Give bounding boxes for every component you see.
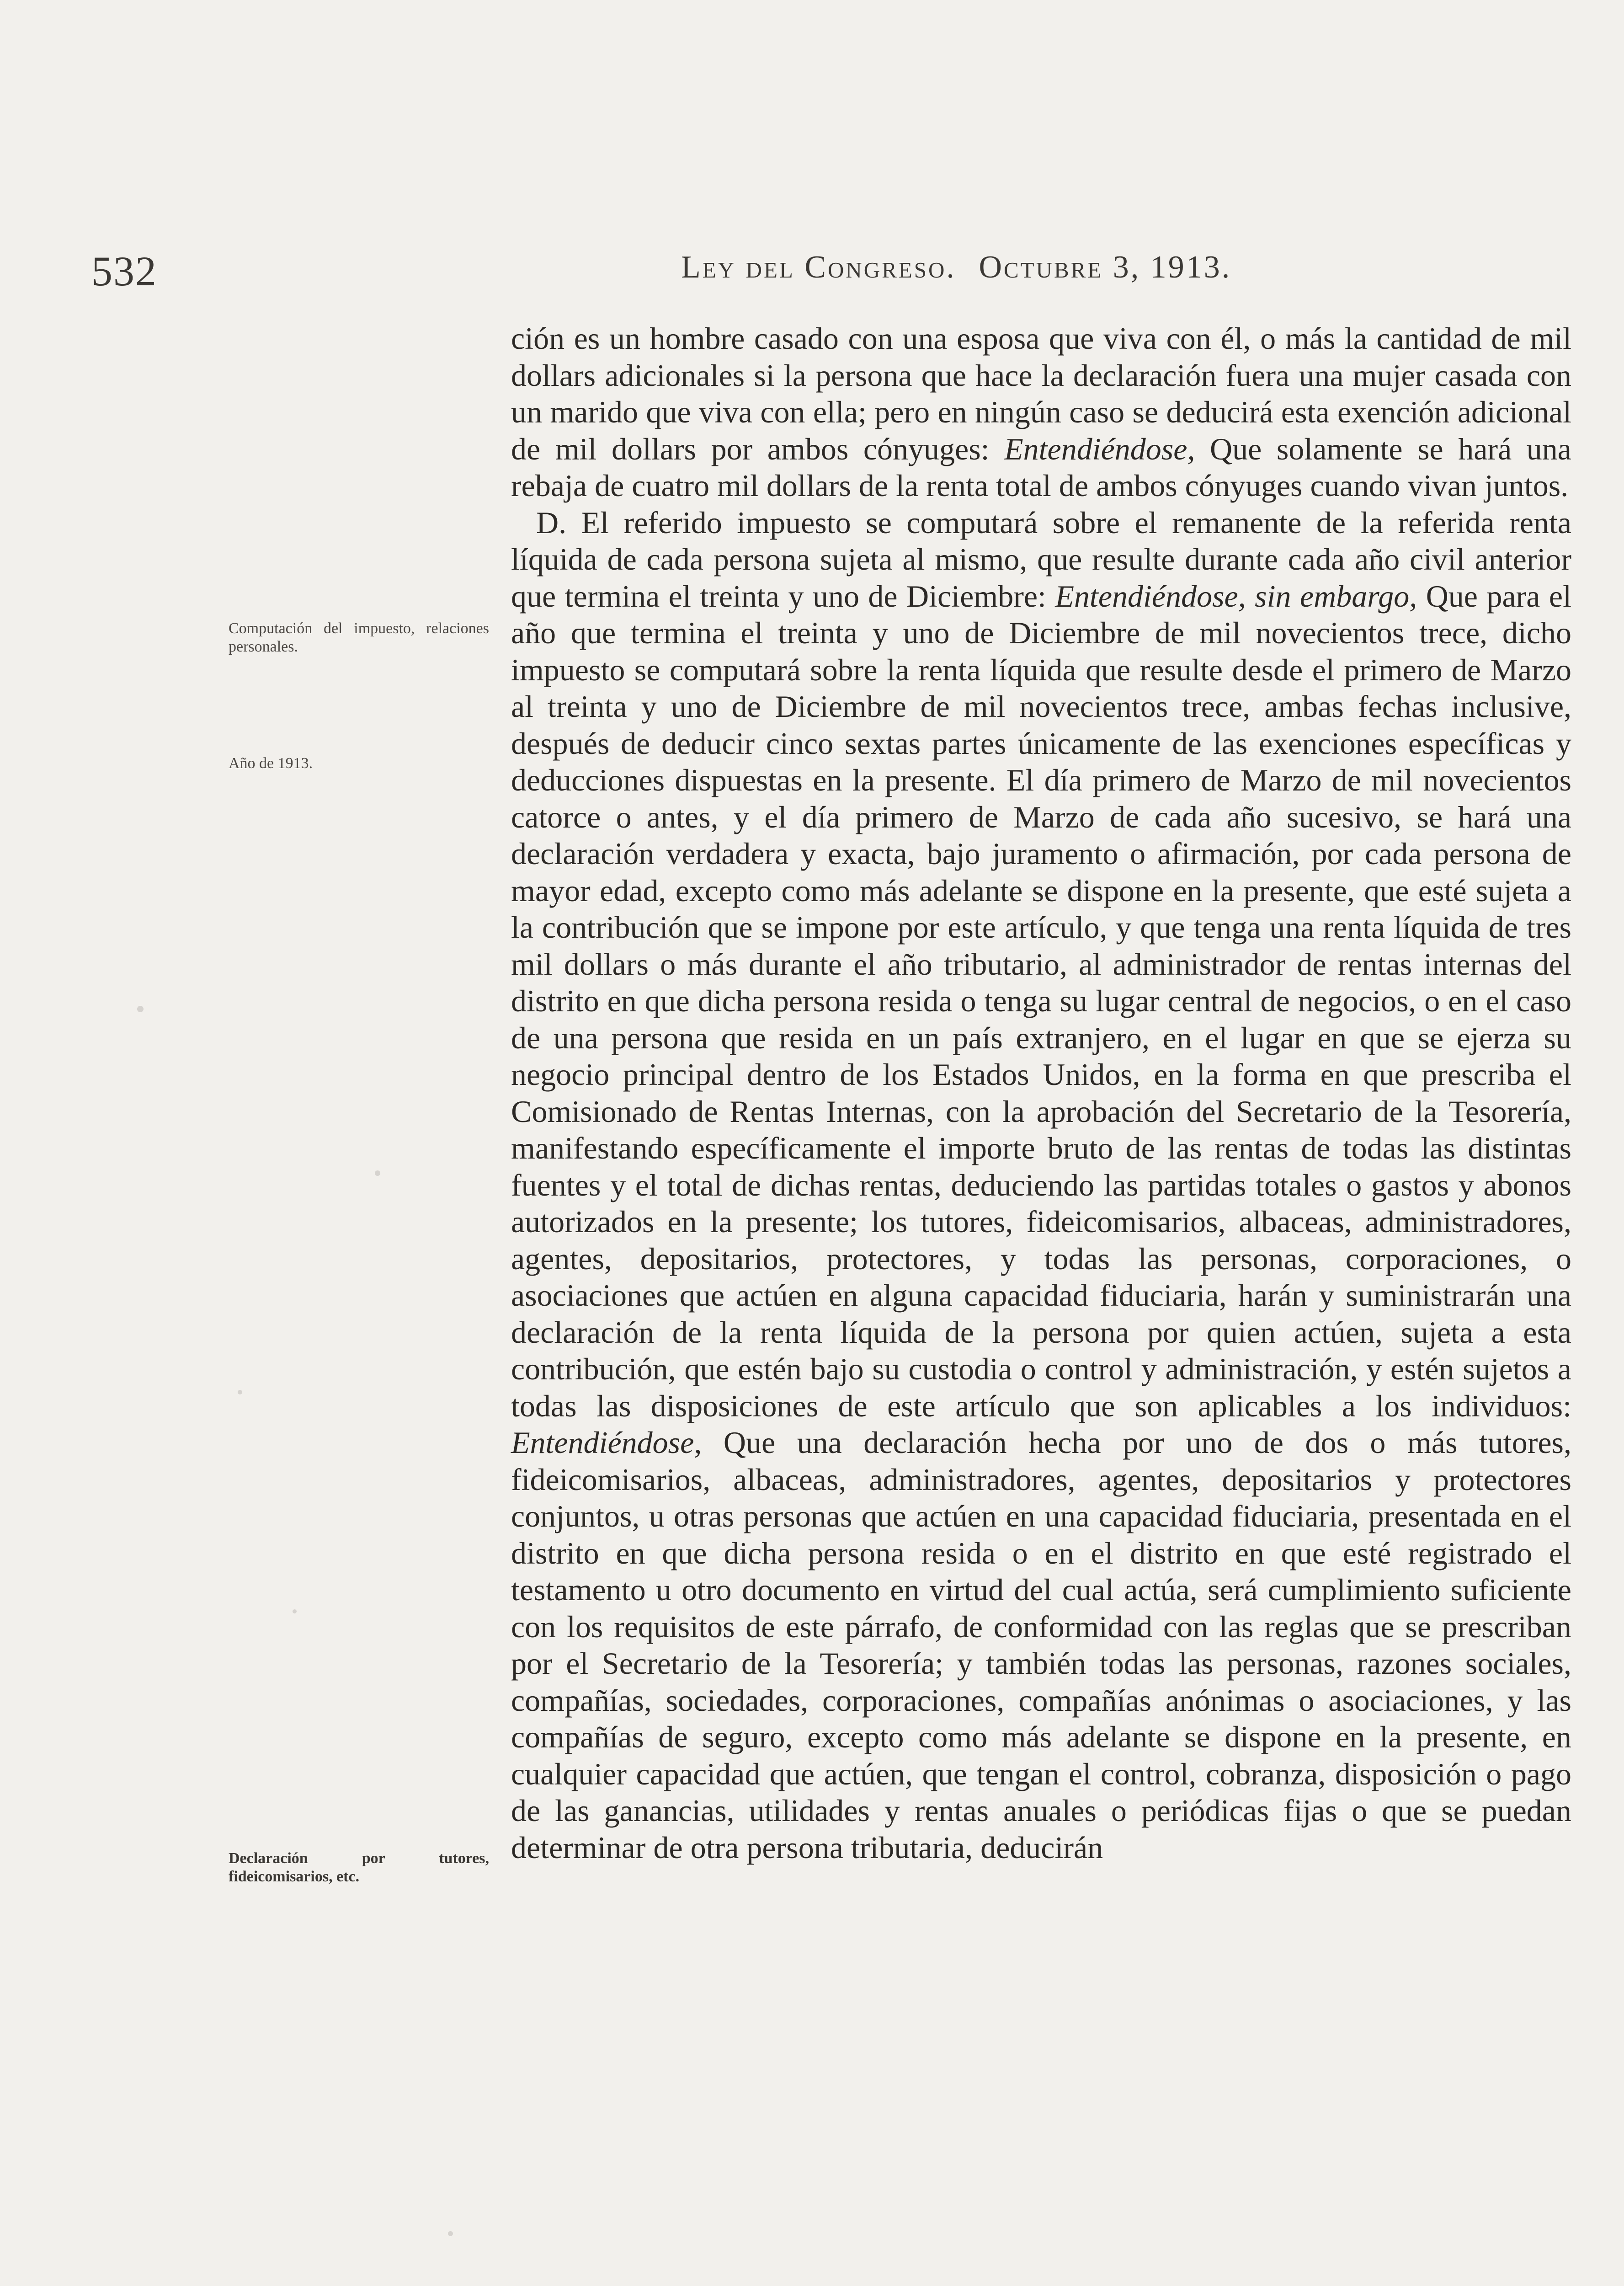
paragraph-continuation bbox=[511, 320, 1571, 504]
running-head bbox=[681, 249, 1244, 286]
paper-speck bbox=[293, 1609, 297, 1613]
margin-note-ano: Año de 1913. bbox=[229, 755, 313, 772]
paragraph-d bbox=[511, 504, 1571, 1866]
italic-text: Entendiéndose, bbox=[511, 1425, 702, 1460]
italic-text: Entendiéndose, sin embargo, bbox=[1055, 578, 1417, 614]
paper-speck bbox=[448, 2231, 453, 2236]
italic-text: Entendiéndose, bbox=[1004, 431, 1195, 466]
body-text bbox=[511, 320, 1571, 1866]
paper-speck bbox=[238, 1390, 242, 1394]
paper-speck bbox=[137, 1006, 144, 1012]
margin-note-declaracion: Declaración por tutores, fideicomisarios, etc. bbox=[229, 1850, 489, 1885]
running-title: Ley del Congreso. bbox=[681, 250, 956, 285]
page-number: 532 bbox=[91, 248, 157, 294]
paragraph-text: Que una declaración hecha por uno de dos o más tutores, fideicomisarios, albaceas, administradores, agentes, depositarios y protectores conjuntos, u otras personas que actúen en una capacidad fiduciaria, presentada en el distrito en que dicha persona resida o en el distrito en que esté registrado el testamento u otro documento en virtud del cual actúa, será cumplimiento suficiente con los requisitos de este párrafo, de conformidad con las reglas que se prescriban por el Secretario de la Tesorería; y también todas las personas, razones sociales, compañías, sociedades, corporaciones, compañías anónimas o asociaciones, y las compañías de seguro, excepto como más adelante se dispone en la presente, en cualquier capacidad que actúen, que tengan el control, cobranza, disposición o pago de las ganancias, utilidades y rentas anuales o periódicas fijas o que se puedan determinar de otra persona tributaria, deducirán bbox=[511, 1425, 1571, 1865]
paragraph-text: Que para el año que termina el treinta y uno de Diciembre de mil novecientos trece, dicho impuesto se computará sobre la renta líquida que resulte desde el primero de Marzo al treinta y uno de Diciembre de mil novecientos trece, ambas fechas inclusive, después de deducir cinco sextas partes únicamente de las exenciones específicas y deducciones dispuestas en la presente. El día primero de Marzo de mil novecientos catorce o antes, y el día primero de Marzo de cada año sucesivo, se hará una declaración verdadera y exacta, bajo juramento o afirmación, por cada persona de mayor edad, excepto como más adelante se dispone en la presente, que esté sujeta a la contribución que se impone por este artículo, y que tenga una renta líquida de tres mil dollars o más durante el año tributario, al administrador de rentas internas del distrito en que dicha persona resida o tenga su lugar central de negocios, o en el caso de una persona que resida en un país extranjero, en el lugar en que se ejerza su negocio principal dentro de los Estados Unidos, en la forma en que prescriba el Comisionado de Rentas Internas, con la aprobación del Secretario de la Tesorería, manifestando específicamente el importe bruto de las rentas de todas las distintas fuentes y el total de dichas rentas, deduciendo las partidas totales o gastos y abonos autorizados en la presente; los tutores, fideicomisarios, albaceas, administradores, agentes, depositarios, protectores, y todas las personas, corporaciones, o asociaciones que actúen en alguna capacidad fiduciaria, harán y suministrarán una declaración de la renta líquida de la persona por quien actúen, sujeta a esta contribución, que estén bajo su custodia o control y administración, y estén sujetos a todas las disposiciones de este artículo que son aplicables a los individuos: bbox=[511, 578, 1571, 1423]
paper-speck bbox=[375, 1170, 380, 1176]
running-date: Octubre 3, 1913. bbox=[979, 250, 1232, 285]
paragraph-text: ción es un hombre casado con una esposa que viva con él, o más la cantidad de mil dollars adicionales si la persona que hace la declaración fuera una mujer casada con un marido que viva con ella; pero en ningún caso se deducirá esta exención adicional de mil dollars por ambos cónyuges: bbox=[511, 321, 1571, 466]
margin-note-computacion: Computación del impuesto, relaciones personales. bbox=[229, 620, 489, 655]
paragraph-text: Que solamente se hará una rebaja de cuatro mil dollars de la renta total de ambos cónyuges cuando vivan juntos. bbox=[511, 431, 1571, 503]
paragraph-text: D. El referido impuesto se computará sobre el remanente de la referida renta líquida de cada persona sujeta al mismo, que resulte durante cada año civil anterior que termina el treinta y uno de Diciembre: bbox=[511, 505, 1571, 614]
